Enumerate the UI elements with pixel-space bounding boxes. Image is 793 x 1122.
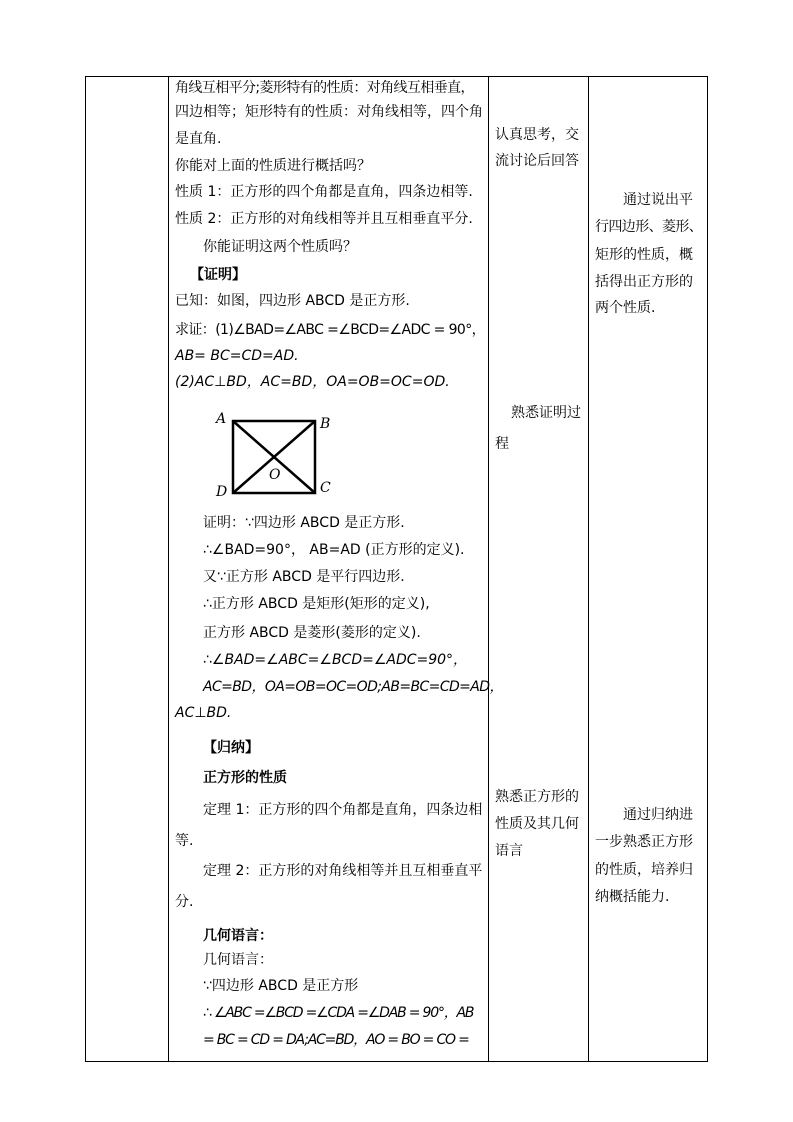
- content-line: 正方形 ABCD 是菱形(菱形的定义).: [203, 625, 421, 641]
- activity-line: 认真思考，交: [495, 127, 579, 143]
- intent-line: 纳概括能力.: [595, 889, 670, 905]
- square-diagram: [213, 412, 333, 502]
- table-top-border: [85, 76, 708, 77]
- content-line: 角线互相平分;菱形特有的性质：对角线互相垂直，: [175, 80, 474, 96]
- vertex-label-d: D: [216, 484, 228, 500]
- geometry-language-heading: 几何语言：: [203, 928, 273, 944]
- content-line: AC=BD，OA=OB=OC=OD;AB=BC=CD=AD，: [203, 679, 503, 695]
- vertex-label-a: A: [216, 412, 227, 427]
- column-divider-1: [168, 76, 169, 1062]
- content-line: 你能证明这两个性质吗？: [203, 239, 357, 255]
- content-line: AC⊥BD.: [175, 705, 232, 721]
- activity-line: 熟悉正方形的: [495, 789, 579, 805]
- table-bottom-border: [85, 1061, 708, 1062]
- content-line: ∴ ∠ABC =∠BCD =∠CDA =∠DAB = 90°，AB: [203, 1005, 474, 1021]
- intent-line: 括得出正方形的: [595, 274, 693, 290]
- content-line: 证明：∵四边形 ABCD 是正方形.: [203, 515, 405, 531]
- vertex-label-b: B: [320, 416, 331, 432]
- content-line: AB= BC=CD=AD.: [175, 348, 299, 364]
- content-line: 性质 1：正方形的四个角都是直角，四条边相等.: [175, 184, 473, 200]
- content-line: = BC = CD = DA;AC=BD，AO = BO = CO =: [203, 1032, 469, 1048]
- content-line: ∵四边形 ABCD 是正方形: [203, 978, 359, 994]
- intent-line: 两个性质.: [595, 300, 656, 316]
- intent-line: 矩形的性质，概: [595, 247, 693, 263]
- lesson-table: [85, 76, 708, 1062]
- vertex-label-c: C: [320, 480, 331, 496]
- intent-line: 通过归纳进: [623, 807, 693, 823]
- intent-line: 通过说出平: [623, 192, 693, 208]
- column-divider-3: [588, 76, 589, 1062]
- intent-line: 行四边形、菱形、: [595, 219, 703, 235]
- activity-line: 性质及其几何: [495, 816, 579, 832]
- content-line: 是直角.: [175, 131, 222, 147]
- content-line: 定理 2：正方形的对角线相等并且互相垂直平: [203, 863, 483, 879]
- intent-line: 一步熟悉正方形: [595, 834, 693, 850]
- summary-heading: 【归纳】: [203, 740, 259, 756]
- content-line: ∴∠BAD=90°， AB=AD (正方形的定义).: [203, 542, 465, 558]
- content-line: 又∵正方形 ABCD 是平行四边形.: [203, 569, 405, 585]
- table-left-border: [85, 76, 86, 1062]
- table-right-border: [707, 76, 708, 1062]
- content-line: 定理 1：正方形的四个角都是直角，四条边相: [203, 802, 483, 818]
- activity-line: 程: [495, 436, 509, 452]
- content-line: 分.: [175, 894, 194, 910]
- column-divider-2: [488, 76, 489, 1062]
- activity-line: 流讨论后回答: [495, 153, 579, 169]
- activity-line: 熟悉证明过: [511, 405, 581, 421]
- center-label-o: O: [269, 467, 281, 483]
- content-line: 四边相等；矩形特有的性质：对角线相等，四个角: [175, 104, 483, 120]
- intent-line: 的性质，培养归: [595, 862, 693, 878]
- activity-line: 语言: [495, 843, 523, 859]
- content-line: 等.: [175, 833, 194, 849]
- square-properties-heading: 正方形的性质: [203, 770, 287, 786]
- content-line: 求证：(1)∠BAD=∠ABC =∠BCD=∠ADC = 90°，: [175, 322, 486, 338]
- content-line: 几何语言：: [203, 952, 273, 968]
- content-line: (2)AC⊥BD，AC=BD，OA=OB=OC=OD.: [175, 374, 450, 390]
- content-line: 你能对上面的性质进行概括吗？: [175, 158, 371, 174]
- content-line: ∴正方形 ABCD 是矩形(矩形的定义),: [203, 596, 430, 612]
- proof-heading: 【证明】: [190, 267, 246, 283]
- content-line: 已知：如图，四边形 ABCD 是正方形.: [175, 293, 410, 309]
- content-line: ∴∠BAD=∠ABC=∠BCD=∠ADC=90°，: [203, 652, 468, 668]
- content-line: 性质 2：正方形的对角线相等并且互相垂直平分.: [175, 211, 473, 227]
